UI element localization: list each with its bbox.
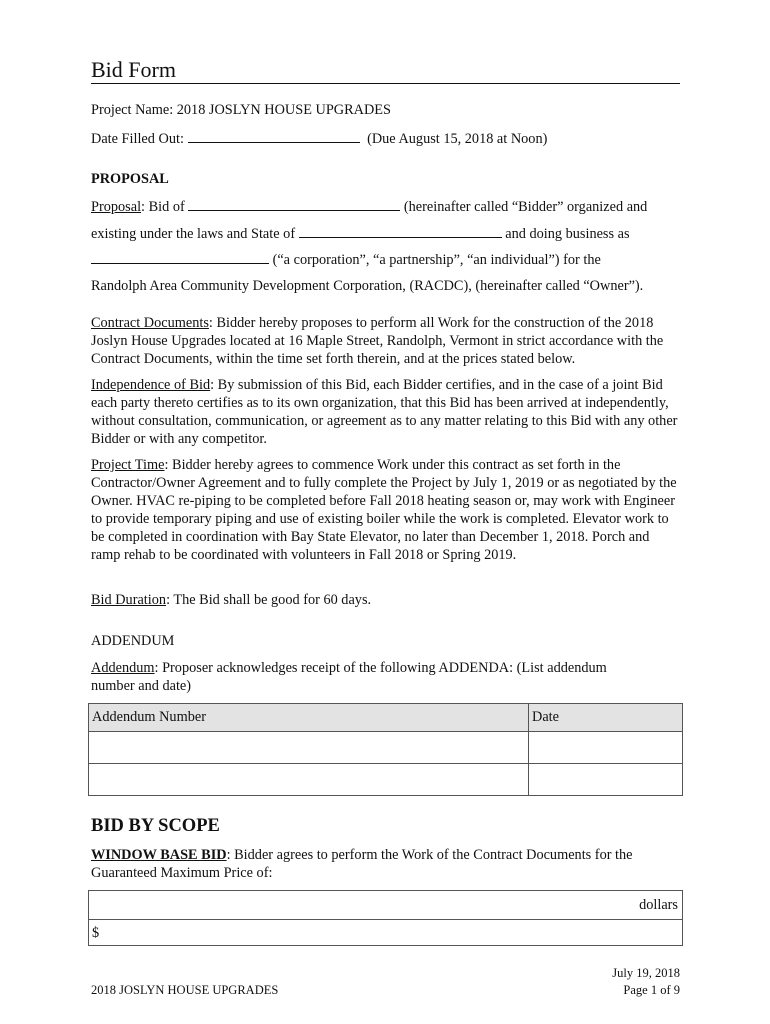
business-name-blank[interactable] <box>91 250 269 264</box>
bid-of-text: : Bid of <box>141 199 185 215</box>
addendum-text: : Proposer acknowledges receipt of the following ADDENDA: (List addendum number and date) <box>91 660 607 694</box>
project-time-text: : Bidder hereby agrees to commence Work under this contract as set forth in the Contractor/Owner Agreement and to fully complete the Project by July 1, 2019 or as negotiated by the Owner. HVAC re-piping to be completed before Fall 2018 heating season or, may work with Engineer to provide temporary piping and use of existing boiler while the work is completed. Elevator work to be completed in coordination with Bay State Elevator, no later than December 1, 2018. Porch and ramp rehab to be coordinated with volunteers in Fall 2018 or Spring 2019. <box>91 457 677 563</box>
date-header: Date <box>529 704 683 732</box>
footer-date: July 19, 2018 <box>612 966 680 980</box>
window-base-bid-label: WINDOW BASE BID <box>91 847 227 863</box>
contract-documents-text: : Bidder hereby proposes to perform all Work for the construction of the 2018 Joslyn House Upgrades located at 16 Maple Street, Randolph, Vermont in strict accordance with the Contract Documents, within the time set forth therein, and at the prices stated below. <box>91 315 664 367</box>
addendum-date-cell[interactable] <box>529 732 683 764</box>
due-date-text: (Due August 15, 2018 at Noon) <box>367 131 548 147</box>
addendum-number-cell[interactable] <box>89 732 529 764</box>
proposal-line-2 <box>91 224 630 243</box>
entity-types-text: (“a corporation”, “a partnership”, “an individual”) for the <box>272 252 601 268</box>
bid-duration-label: Bid Duration <box>91 592 167 608</box>
proposal-heading: PROPOSAL <box>91 171 169 187</box>
addendum-date-cell[interactable] <box>529 764 683 796</box>
addendum-number-header: Addendum Number <box>89 704 529 732</box>
window-base-bid-text: : Bidder agrees to perform the Work of the Contract Documents for the Guaranteed Maximum Price of: <box>91 847 633 881</box>
project-name-line: Project Name: 2018 JOSLYN HOUSE UPGRADES <box>91 102 391 118</box>
hereinafter-text: (hereinafter called “Bidder” organized and <box>403 199 648 215</box>
bidder-name-blank[interactable] <box>188 197 400 211</box>
existing-laws-text: existing under the laws and State of <box>91 226 296 242</box>
footer-project-name: 2018 JOSLYN HOUSE UPGRADES <box>91 983 279 997</box>
footer-page-number: Page 1 of 9 <box>623 983 680 997</box>
contract-documents-paragraph <box>91 314 681 368</box>
price-box <box>88 890 683 946</box>
addenda-table <box>88 703 683 796</box>
date-filled-line <box>91 129 547 148</box>
contract-documents-label: Contract Documents <box>91 315 209 331</box>
page-title: Bid Form <box>91 56 680 84</box>
currency-symbol: $ <box>92 925 100 941</box>
price-words-field[interactable] <box>89 891 682 919</box>
independence-text: : By submission of this Bid, each Bidder certifies, and in the case of a joint Bid each party thereto certifies as to its own organization, that this Bid has been arrived at independently, without consultation, communication, or agreement as to any matter relating to this Bid with any other Bidder or with any competitor. <box>91 377 678 447</box>
project-time-label: Project Time <box>91 457 165 473</box>
project-time-paragraph <box>91 456 681 564</box>
independence-paragraph <box>91 376 681 448</box>
independence-label: Independence of Bid <box>91 377 211 393</box>
window-base-bid-paragraph <box>91 846 681 882</box>
addendum-number-cell[interactable] <box>89 764 529 796</box>
proposal-label: Proposal <box>91 199 142 215</box>
table-row <box>89 732 683 764</box>
addendum-paragraph <box>91 659 651 695</box>
price-amount-field[interactable] <box>105 920 682 946</box>
date-filled-blank[interactable] <box>188 129 360 143</box>
addendum-label: Addendum <box>91 660 155 676</box>
proposal-line-3 <box>91 250 601 269</box>
owner-line: Randolph Area Community Development Corporation, (RACDC), (hereinafter called “Owner”). <box>91 278 644 294</box>
date-filled-label: Date Filled Out: <box>91 131 184 147</box>
bid-duration-text: : The Bid shall be good for 60 days. <box>166 592 372 608</box>
bid-by-scope-heading: BID BY SCOPE <box>91 816 220 836</box>
dollars-label: dollars <box>639 897 678 913</box>
addenda-table-header <box>89 704 683 732</box>
state-blank[interactable] <box>299 224 502 238</box>
bid-duration-paragraph <box>91 591 681 609</box>
table-row <box>89 764 683 796</box>
addendum-heading: ADDENDUM <box>91 633 175 649</box>
doing-business-text: and doing business as <box>505 226 630 242</box>
proposal-line-1 <box>91 197 647 216</box>
